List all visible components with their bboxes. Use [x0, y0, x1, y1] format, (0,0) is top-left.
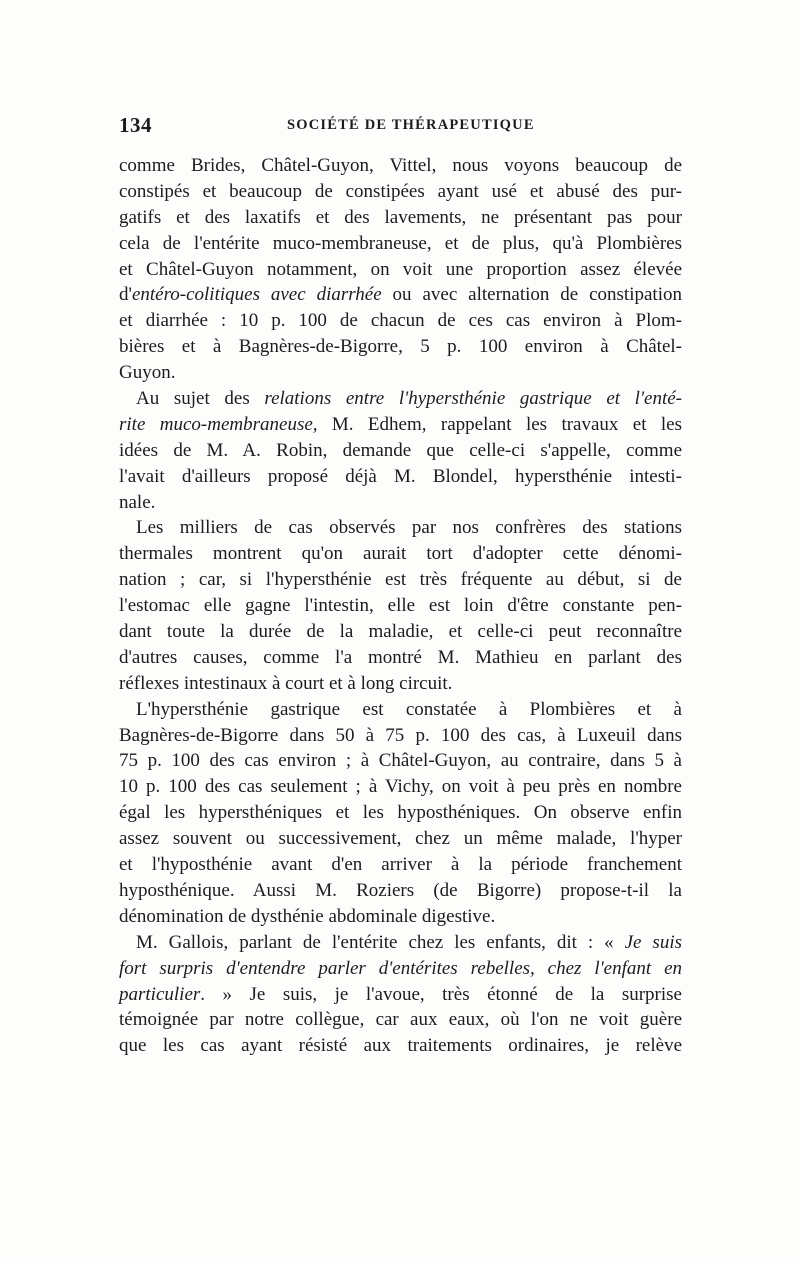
text-line: d'autres causes, comme l'a montré M. Mathieu en parlant des: [119, 646, 682, 668]
text-line: comme Brides, Châtel-Guyon, Vittel, nous voyons beaucoup de: [119, 155, 682, 176]
body-text: [119, 153, 682, 1059]
text-line: et diarrhée : 10 p. 100 de chacun de ces cas environ à Plom-: [119, 310, 682, 332]
text-line: Bagnères-de-Bigorre dans 50 à 75 p. 100 des cas, à Luxeuil dans: [119, 724, 682, 746]
text-line: nale.: [119, 491, 156, 513]
text-line: Au sujet des relations entre l'hypersthénie gastrique et l'enté-: [136, 388, 682, 410]
text-line: d'entéro-colitiques avec diarrhée ou avec alternation de constipation: [119, 284, 682, 306]
text-line: bières et à Bagnères-de-Bigorre, 5 p. 100 environ à Châtel-: [119, 336, 682, 358]
text-line: que les cas ayant résisté aux traitements ordinaires, je relève: [119, 1035, 682, 1057]
page-header: [119, 113, 682, 141]
page-number: 134: [119, 113, 152, 137]
running-title: SOCIÉTÉ DE THÉRAPEUTIQUE: [287, 117, 535, 133]
text-line: 75 p. 100 des cas environ ; à Châtel-Guyon, au contraire, dans 5 à: [119, 750, 682, 772]
text-line: cela de l'entérite muco-membraneuse, et de plus, qu'à Plombières: [119, 232, 682, 254]
text-line: Guyon.: [119, 362, 176, 384]
text-line: constipés et beaucoup de constipées ayant usé et abusé des pur-: [119, 180, 682, 202]
text-line: nation ; car, si l'hypersthénie est très fréquente au début, si de: [119, 569, 682, 591]
text-line: dant toute la durée de la maladie, et celle-ci peut reconnaître: [119, 621, 682, 643]
text-line: gatifs et des laxatifs et des lavements, ne présentant pas pour: [119, 206, 682, 228]
text-line: égal les hypersthéniques et les hyposthéniques. On observe enfin: [119, 802, 682, 824]
text-line: et l'hyposthénie avant d'en arriver à la période franchement: [119, 854, 682, 876]
text-line: particulier. » Je suis, je l'avoue, très étonné de la surprise: [119, 983, 682, 1005]
text-line: et Châtel-Guyon notamment, on voit une proportion assez élevée: [119, 258, 682, 280]
text-line: fort surpris d'entendre parler d'entérites rebelles, chez l'enfant en: [119, 957, 682, 979]
text-line: idées de M. A. Robin, demande que celle-ci s'appelle, comme: [119, 439, 682, 461]
text-line: hyposthénique. Aussi M. Roziers (de Bigorre) propose-t-il la: [119, 879, 682, 901]
text-line: l'estomac elle gagne l'intestin, elle est loin d'être constante pen-: [119, 595, 682, 617]
text-line: M. Gallois, parlant de l'entérite chez les enfants, dit : « Je suis: [136, 931, 682, 953]
text-line: témoignée par notre collègue, car aux eaux, où l'on ne voit guère: [119, 1009, 682, 1031]
text-line: thermales montrent qu'on aurait tort d'adopter cette dénomi-: [119, 543, 682, 565]
text-line: l'avait d'ailleurs proposé déjà M. Blondel, hypersthénie intesti-: [119, 465, 682, 487]
text-line: assez souvent ou successivement, chez un même malade, l'hyper: [119, 828, 682, 850]
text-line: réflexes intestinaux à court et à long circuit.: [119, 672, 453, 694]
text-line: Les milliers de cas observés par nos confrères des stations: [136, 517, 682, 539]
text-line: rite muco-membraneuse, M. Edhem, rappelant les travaux et les: [119, 413, 682, 435]
text-line: 10 p. 100 des cas seulement ; à Vichy, on voit à peu près en nombre: [119, 776, 682, 798]
text-line: L'hypersthénie gastrique est constatée à Plombières et à: [136, 698, 682, 720]
text-line: dénomination de dysthénie abdominale digestive.: [119, 905, 496, 927]
